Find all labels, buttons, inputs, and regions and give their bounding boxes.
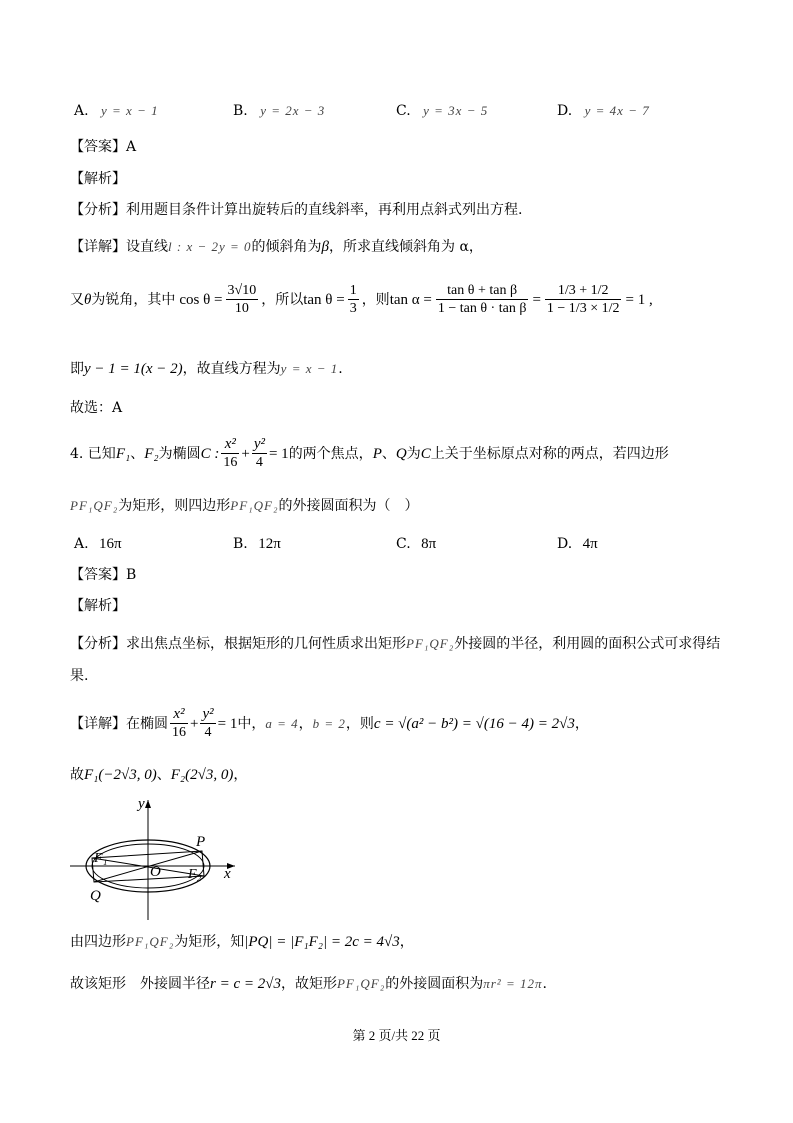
q4-rect-line: 由四边形PF₁QF₂为矩形，知|PQ| = |F₁F₂| = 2c = 4√3， xyxy=(70,934,414,950)
focus-f2-label: F₂ xyxy=(188,867,202,882)
q4-option-c: C. 8π xyxy=(396,536,437,552)
q3-xiangjie: 【详解】设直线l : x − 2y = 0的倾斜角为β，所求直线倾斜角为 α， xyxy=(70,239,483,255)
q4-stem-2: PF₁QF₂为矩形，则四边形PF₁QF₂的外接圆面积为（ ） xyxy=(70,498,419,514)
origin-label: O xyxy=(150,864,161,880)
point-q-label: Q xyxy=(90,888,101,904)
page-footer: 第 2 页/共 22 页 xyxy=(352,1028,441,1043)
x-axis-label: x xyxy=(224,866,231,882)
q3-option-a: A. y = x − 1 xyxy=(74,103,159,119)
q3-option-b: B. y = 2x − 3 xyxy=(233,103,326,119)
q4-option-a: A. 16π xyxy=(74,536,122,552)
q4-jiexi: 【解析】 xyxy=(70,598,126,614)
q3-jiexi: 【解析】 xyxy=(70,171,126,187)
q4-radius-line: 故该矩形 外接圆半径r = c = 2√3，故矩形PF₁QF₂的外接圆面积为πr² = 12π. xyxy=(70,976,547,992)
focus-f1-label: F₁ xyxy=(94,851,108,866)
q3-tan-line: 又 θ 为锐角，其中 cos θ = $\frac{3√10}{10}$ ，所以 tan θ = $\frac{1}{3}$ ，则 tan α = $\frac{\text{tan θ + tan β}}{\text{1 − tan θ · tan β}}$ = $\frac{1/3 + 1/2}{1 - 1/3 \times 1/2}$ = 1 , xyxy=(70,283,653,316)
q3-line-eq: 即y − 1 = 1(x − 2)，故直线方程为y = x − 1. xyxy=(70,361,343,377)
q4-answer: 【答案】B xyxy=(70,567,137,583)
q3-option-c: C. y = 3x − 5 xyxy=(396,103,489,119)
q4-option-d: D. 4π xyxy=(557,536,598,552)
ellipse-figure xyxy=(70,796,240,920)
q4-fenxi-2: 果. xyxy=(70,668,89,684)
q4-xiangjie: 【详解】在椭圆 $\frac{\text{x²}}{16}$ + $\frac{\text{y²}}{4}$ = 1 中， a = 4 ， b = 2 ，则 c = √(a² − b²) = √(16 − 4) = 2√3 ， xyxy=(70,706,589,740)
y-axis-label: y xyxy=(138,796,145,812)
q3-answer: 【答案】A xyxy=(70,139,137,155)
point-p-label: P xyxy=(196,834,206,850)
q3-choice: 故选：A xyxy=(70,400,123,416)
q4-fenxi: 【分析】求出焦点坐标，根据矩形的几何性质求出矩形PF₁QF₂外接圆的半径，利用圆的面积公式可求得结 xyxy=(70,636,721,652)
q4-foci: 故F₁(−2√3, 0)、F₂(2√3, 0)， xyxy=(70,767,248,783)
q4-stem: 4. 已知 F₁ 、 F₂ 为椭圆 C : $\frac{\text{x²}}{16}$ + $\frac{\text{y²}}{4}$ = 1 的两个焦点， P 、 Q 为 C 上关于坐标原点对称的两点，若四边形 xyxy=(70,436,669,470)
q4-option-b: B. 12π xyxy=(233,536,281,552)
q3-fenxi: 【分析】利用题目条件计算出旋转后的直线斜率，再利用点斜式列出方程. xyxy=(70,202,523,218)
q3-option-d: D. y = 4x − 7 xyxy=(557,103,650,119)
